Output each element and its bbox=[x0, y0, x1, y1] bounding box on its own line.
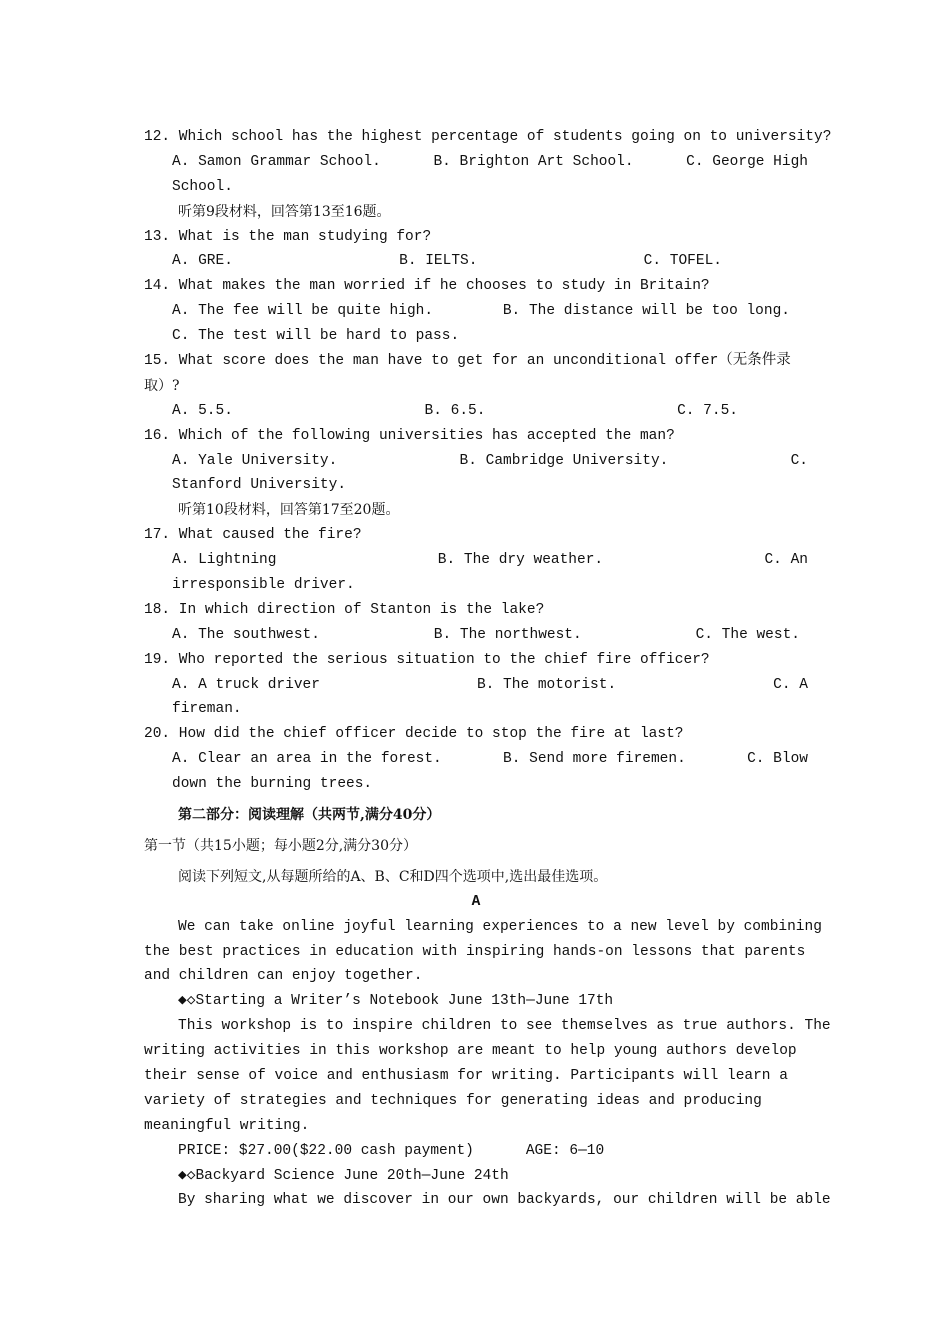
option-c: C. A bbox=[773, 676, 808, 693]
option-c-wrap: fireman. bbox=[172, 701, 242, 718]
option-c: C. Blow bbox=[747, 751, 808, 768]
option-c: C. bbox=[790, 452, 808, 469]
option-b: B. The distance will be too long. bbox=[502, 303, 790, 320]
workshop-1-heading: ◆◇Starting a Writer’s Notebook June 13th—June 17th bbox=[178, 993, 614, 1010]
question-12: 12. Which school has the highest percentage of students going on to university? bbox=[144, 129, 832, 145]
question-16-options bbox=[144, 449, 808, 474]
workshop-1-body-line: variety of strategies and techniques for generating ideas and producing bbox=[144, 1092, 762, 1109]
question-15-stem-wrap: 取）? bbox=[144, 377, 180, 394]
option-c: C. George High bbox=[686, 153, 808, 170]
paragraph-text: We can take online joyful learning experiences to a new level by combining bbox=[178, 918, 822, 935]
question-14-options bbox=[144, 299, 808, 324]
workshop-1-price-row bbox=[144, 1139, 808, 1164]
question-19-options bbox=[144, 673, 808, 698]
option-a: A. Lightning bbox=[172, 552, 277, 569]
question-18: 18. In which direction of Stanton is the lake? bbox=[144, 601, 545, 618]
paragraph-line: the best practices in education with inspiring hands-on lessons that parents bbox=[144, 943, 806, 960]
option-b: B. 6.5. bbox=[424, 402, 486, 419]
option-c: C. 7.5. bbox=[677, 402, 738, 419]
workshop-1-body-line: their sense of voice and enthusiasm for writing. Participants will learn a bbox=[144, 1067, 788, 1084]
option-c: C. The west. bbox=[695, 626, 800, 643]
option-b: B. Send more firemen. bbox=[503, 751, 686, 768]
question-15-stem: 15. What score does the man have to get for an unconditional offer（无条件录 bbox=[144, 353, 791, 370]
option-a: A. Yale University. bbox=[172, 452, 338, 469]
workshop-1-body-line: writing activities in this workshop are meant to help young authors develop bbox=[144, 1043, 797, 1060]
section-1-title: 第一节（共15小题；每小题2分,满分30分） bbox=[144, 837, 417, 854]
question-17-options bbox=[144, 548, 808, 573]
option-b: B. Brighton Art School. bbox=[433, 153, 634, 170]
section-9-instruction: 听第9段材料，回答第13至16题。 bbox=[178, 203, 391, 220]
section-10-instruction: 听第10段材料，回答第17至20题。 bbox=[178, 502, 400, 519]
option-a: A. Clear an area in the forest. bbox=[172, 751, 442, 768]
paragraph-line: and children can enjoy together. bbox=[144, 968, 423, 985]
option-a: A. Samon Grammar School. bbox=[172, 153, 381, 170]
option-c-wrap: School. bbox=[172, 178, 233, 195]
question-15-options bbox=[144, 399, 808, 424]
option-b: B. IELTS. bbox=[399, 253, 478, 270]
option-b: B. The motorist. bbox=[476, 676, 617, 693]
option-c-wrap: down the burning trees. bbox=[172, 776, 373, 793]
question-19: 19. Who reported the serious situation to the chief fire officer? bbox=[144, 651, 710, 668]
option-a: A. The fee will be quite high. bbox=[172, 303, 434, 320]
option-c: C. An bbox=[764, 552, 808, 569]
passage-label: A bbox=[471, 893, 481, 910]
workshop-1-body-line: meaningful writing. bbox=[144, 1117, 310, 1134]
document-page bbox=[144, 125, 832, 1213]
workshop-2-body-line: By sharing what we discover in our own backyards, our children will be able bbox=[178, 1192, 831, 1209]
question-14: 14. What makes the man worried if he chooses to study in Britain? bbox=[144, 278, 710, 295]
option-a: A. 5.5. bbox=[172, 402, 233, 419]
workshop-1-age: AGE: 6—10 bbox=[525, 1142, 605, 1159]
option-c-wrap: Stanford University. bbox=[172, 477, 347, 494]
question-18-options bbox=[144, 623, 808, 648]
question-20: 20. How did the chief officer decide to stop the fire at last? bbox=[144, 726, 684, 743]
question-17: 17. What caused the fire? bbox=[144, 527, 362, 544]
option-c: C. The test will be hard to pass. bbox=[172, 328, 460, 345]
question-20-options bbox=[144, 747, 808, 772]
option-c: C. TOFEL. bbox=[643, 253, 722, 270]
question-13: 13. What is the man studying for? bbox=[144, 228, 432, 245]
option-b: B. Cambridge University. bbox=[459, 452, 669, 469]
option-b: B. The northwest. bbox=[433, 626, 582, 643]
option-b: B. The dry weather. bbox=[437, 552, 604, 569]
workshop-2-heading: ◆◇Backyard Science June 20th—June 24th bbox=[178, 1167, 509, 1184]
workshop-1-price: PRICE: $27.00($22.00 cash payment) bbox=[178, 1142, 474, 1159]
workshop-1-body-line: This workshop is to inspire children to see themselves as true authors. The bbox=[178, 1018, 831, 1035]
question-12-options bbox=[144, 150, 808, 175]
option-a: A. The southwest. bbox=[172, 626, 320, 643]
paragraph-line bbox=[144, 915, 822, 940]
part-2-title: 第二部分：阅读理解（共两节,满分40分） bbox=[178, 807, 441, 824]
reading-instruction: 阅读下列短文,从每题所给的A、B、C和D四个选项中,选出最佳选项。 bbox=[178, 868, 608, 885]
question-13-options bbox=[144, 249, 808, 274]
option-a: A. A truck driver bbox=[172, 676, 320, 693]
question-16: 16. Which of the following universities has accepted the man? bbox=[144, 427, 675, 444]
option-c-wrap: irresponsible driver. bbox=[172, 577, 355, 594]
question-15 bbox=[144, 349, 808, 374]
option-a: A. GRE. bbox=[172, 253, 233, 270]
